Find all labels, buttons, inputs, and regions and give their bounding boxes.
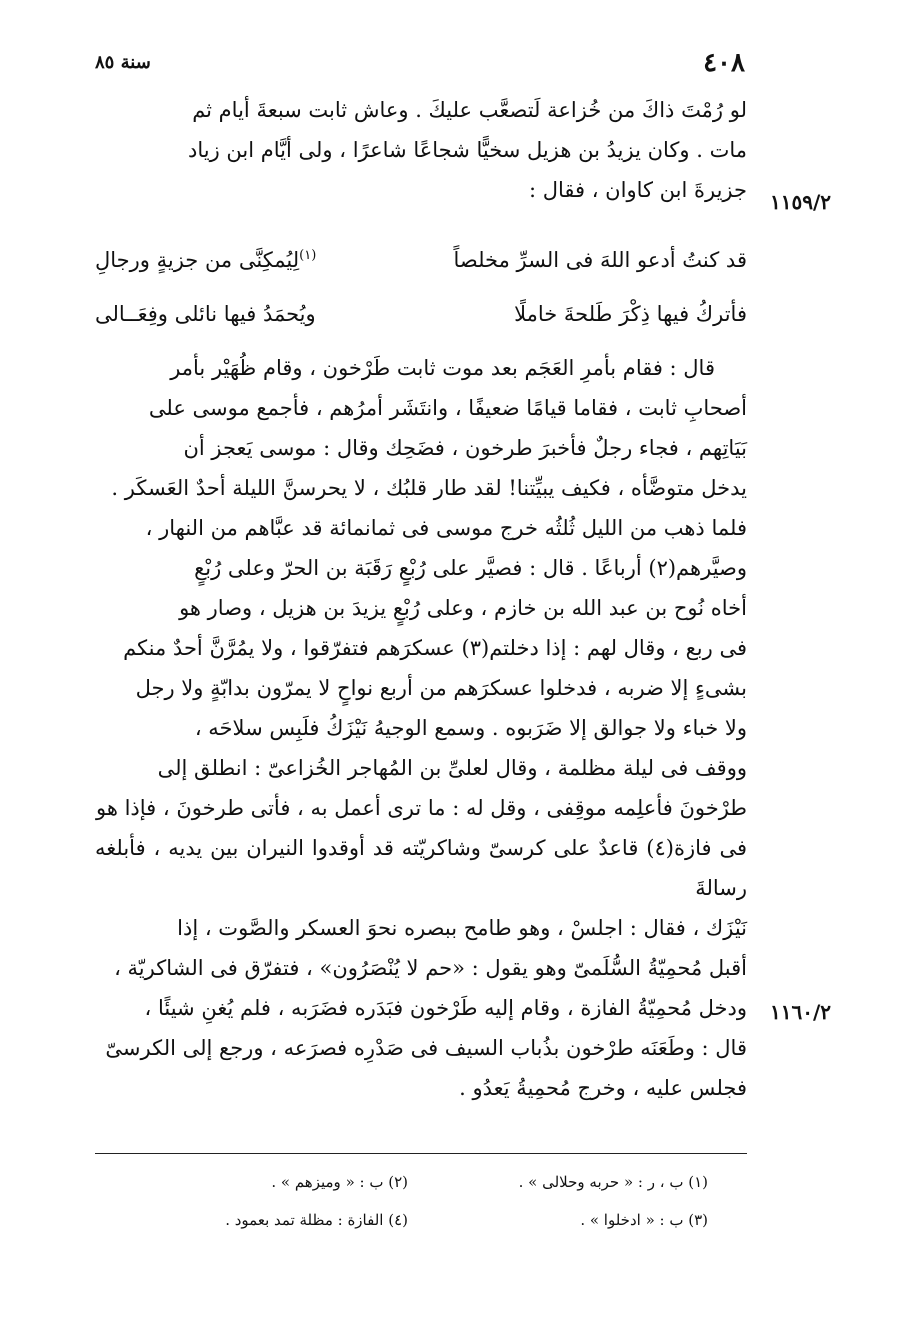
text-line: فى ربع ، وقال لهم : إذا دخلتم(٣) عسكرَهم فتفرّقوا ، ولا يمُرَّنَّ أحدٌ منكم	[123, 636, 747, 660]
text-line: بَيَاتِهم ، فجاء رجلٌ فأخبرَ طرخون ، فضَحِك وقال : موسى يَعجز أن	[183, 436, 747, 460]
text-line: فى فازة(٤) قاعدٌ على كرسىّ وشاكريّته قد أوقدوا النيران بين يديه ، فأبلغه رسالةَ	[95, 836, 747, 900]
footnote-4: (٤) الفازة : مظلة تمد بعمود .	[225, 1211, 408, 1229]
text-line: أخاه نُوح بن عبد الله بن خازم ، وعلى رُبْعٍ يزيدَ بن هزيل ، وصار هو	[179, 596, 747, 620]
text-line: مات . وكان يزيدُ بن هزيل سخيًّا شجاعًا شاعرًا ، ولى أيَّام ابن زياد	[188, 138, 747, 162]
text-line: فجلس عليه ، وخرج مُحمِيةُ يَعدُو .	[459, 1076, 747, 1100]
text-line: جزيرةَ ابن كاوان ، فقال :	[528, 178, 747, 202]
text-line: نَيْزَك ، فقال : اجلسْ ، وهو طامح ببصره نحوَ العسكر والصَّوت ، إذا	[177, 916, 747, 940]
text-line: ولا خباء ولا جوالق إلا ضَرَبوه . وسمع الوجيهُ نَيْزَكُ فلَبِس سلاحَه ،	[194, 716, 747, 740]
text-line: قال : وطَعَنَه طرْخون بذُباب السيف فى صَدْرِه فصرَعه ، ورجع إلى الكرسىّ	[105, 1036, 747, 1060]
text-line: أصحابِ ثابت ، فقاما قيامًا ضعيفًا ، وانتَشَر أمرُهم ، فأجمع موسى على	[148, 396, 747, 420]
footnote-3: (٣) ب : « ادخلوا » .	[580, 1211, 708, 1229]
year-label: سنة ٨٥	[95, 52, 151, 73]
opening-paragraph	[95, 90, 747, 210]
verse-hemistich-right: فأتركُ فيها ذِكْرَ طَلحةَ خاملًا	[514, 302, 747, 326]
footnote-2: (٢) ب : « وميزهم » .	[271, 1173, 408, 1191]
text-line: يدخل متوضَّأه ، فكيف يبيِّتنا! لقد طار قلبُك ، لا يحرسنَّ الليلة أحدٌ العَسكَر .	[111, 476, 747, 500]
page-header	[95, 48, 745, 82]
margin-reference: ١١٦٠/٢	[770, 1000, 832, 1024]
verse-line-1	[95, 240, 747, 280]
text-line: ووقف فى ليلة مظلمة ، وقال لعلىِّ بن المُهاجر الخُزاعىّ : انطلق إلى	[157, 756, 747, 780]
verse-hemistich-left	[95, 240, 316, 280]
verse-hemistich-left: ويُحمَدُ فيها نائلى وفِعَــالى	[95, 302, 316, 326]
footnote-1: (١) ب ، ر : « حربه وحلالى » .	[518, 1173, 708, 1191]
main-paragraph	[95, 348, 747, 1108]
verse-line-2	[95, 294, 747, 334]
text-line: لو رُمْتَ ذاكَ من خُزاعة لَتصعَّب عليكَ . وعاش ثابت سبعةَ أيام ثم	[192, 98, 747, 122]
text-line: ودخل مُحمِيّةُ الفازة ، وقام إليه طَرْخون فبَدَره فضَرَبه ، فلم يُغنِ شيئًا ،	[144, 996, 747, 1020]
footnote-marker: (١)	[299, 248, 317, 263]
margin-reference: ١١٥٩/٢	[770, 190, 832, 214]
footnote-divider	[95, 1153, 747, 1154]
text-line: فلما ذهب من الليل ثُلثُه خرج موسى فى ثمانمائة قد عبَّاهم من النهار ،	[145, 516, 747, 540]
text-line: وصيَّرهم(٢) أرباعًا . قال : فصيَّر على رُبْعٍ رَقَبَة بن الحرّ وعلى رُبْعٍ	[194, 556, 747, 580]
text-line: أقبل مُحمِيّةُ السُّلَمىّ وهو يقول : «حم لا يُنْصَرُون» ، فتفرّق فى الشاكريّة ،	[114, 956, 747, 980]
text-line: بشىءٍ إلا ضربه ، فدخلوا عسكرَهم من أربع نواحٍ لا يمرّون بدابّةٍ ولا رجل	[135, 676, 747, 700]
verse-hemistich-text: لِيُمكِنَّى من جزيةٍ ورجالِ	[95, 248, 300, 272]
text-line: قال : فقام بأمرِ العَجَم بعد موت ثابت طَرْخون ، وقام ظُهَيْر بأمر	[170, 356, 715, 380]
page-number: ٤٠٨	[703, 48, 745, 78]
text-line: طرْخونَ فأعلِمه موقِفى ، وقل له : ما ترى أعمل به ، فأتى طرخونَ ، فإذا هو	[96, 796, 747, 820]
verse-hemistich-right: قد كنتُ أدعو اللهَ فى السرِّ مخلصاً	[453, 248, 747, 272]
